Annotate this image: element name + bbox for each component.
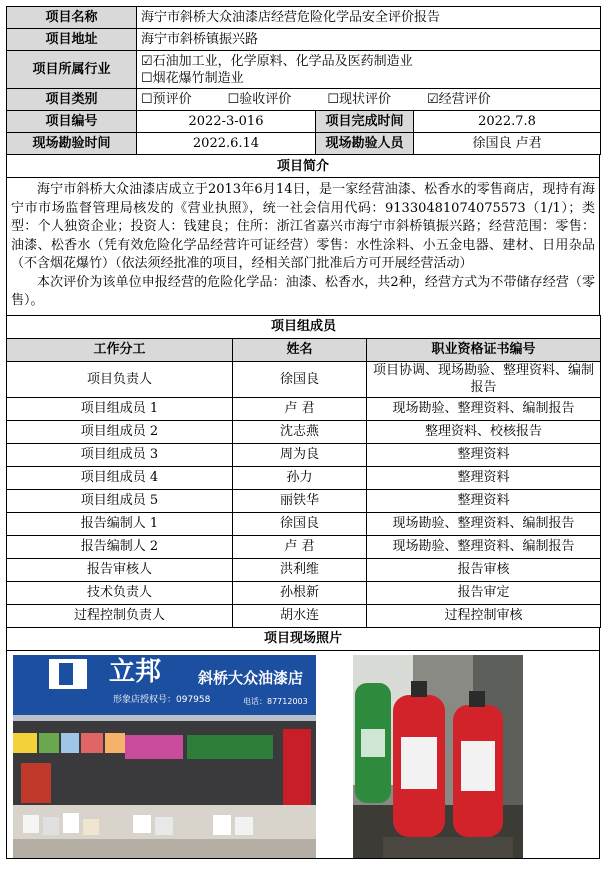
- paint-bucket: [63, 813, 79, 833]
- team-name: 徐国良: [233, 512, 367, 535]
- photos-cell: [7, 650, 600, 858]
- extinguisher-right-valve: [469, 691, 485, 707]
- team-duty: 现场勘验、整理资料、编制报告: [367, 512, 601, 535]
- team-duty: 报告审核: [367, 558, 601, 581]
- poster-green: [39, 733, 59, 753]
- poster-yellow: [13, 733, 37, 753]
- paint-bucket: [133, 815, 151, 833]
- project-name-label: 项目名称: [7, 7, 137, 29]
- team-name: 孙根新: [233, 581, 367, 604]
- project-info-table: [6, 6, 601, 155]
- team-role: 项目组成员 4: [7, 466, 233, 489]
- team-duty: 项目协调、现场勘验、整理资料、编制报告: [367, 361, 601, 397]
- extinguisher-left-label: [401, 737, 437, 789]
- team-name: 洪利维: [233, 558, 367, 581]
- team-duty: 报告审定: [367, 581, 601, 604]
- survey-time-value: 2022.6.14: [137, 133, 316, 155]
- type-option-acceptance[interactable]: ☐验收评价: [227, 92, 292, 107]
- surveyors-label: 现场勘验人员: [316, 133, 414, 155]
- intro-paragraph-1: 海宁市斜桥大众油漆店成立于2013年6月14日，是一家经营油漆、松香水的零售商店，现持有海宁市市场监督管理局核发的《营业执照》，统一社会信用代码：91330481074075573（1/1）；类型：个人独资企业；投资人：钱建良；住所：浙江省嘉兴市海宁市斜桥镇振兴路；经营范围：零售：油漆、松香水（凭有效危险化学品经营许可证经营）零售：水性涂料、小五金电器、建材、日用杂品（不含烟花爆竹）（依法须经批准的项目，经相关部门批准后方可开展经营活动）: [11, 182, 595, 271]
- floor-mat: [383, 837, 513, 858]
- team-role: 报告编制人 2: [7, 535, 233, 558]
- team-row: [7, 581, 601, 604]
- project-name-value: 海宁市斜桥大众油漆店经营危险化学品安全评价报告: [137, 7, 601, 29]
- team-duty: 过程控制审核: [367, 604, 601, 627]
- project-number-label: 项目编号: [7, 111, 137, 133]
- sign-store-text: 斜桥大众油漆店: [198, 668, 304, 687]
- team-name: 孙力: [233, 466, 367, 489]
- team-role: 过程控制负责人: [7, 604, 233, 627]
- team-row: [7, 512, 601, 535]
- extinguisher-illustration: [353, 655, 523, 858]
- shelf-lower: [13, 839, 316, 858]
- team-name: 周为良: [233, 443, 367, 466]
- sign-bottom-edge: [13, 715, 316, 721]
- team-row: [7, 489, 601, 512]
- team-name: 沈志燕: [233, 420, 367, 443]
- project-intro-table: [6, 154, 600, 316]
- team-duty: 现场勘验、整理资料、编制报告: [367, 397, 601, 420]
- team-row: [7, 558, 601, 581]
- banner-pink: [125, 735, 183, 759]
- storefront-photo: [13, 655, 316, 858]
- surveyors-value: 徐国良 卢君: [414, 133, 601, 155]
- team-header-role: 工作分工: [7, 338, 233, 361]
- paint-bucket: [23, 815, 39, 833]
- project-number-value: 2022-3-016: [137, 111, 316, 133]
- extinguisher-left-valve: [411, 681, 427, 697]
- team-row: [7, 535, 601, 558]
- team-role: 报告编制人 1: [7, 512, 233, 535]
- project-industry-value: [137, 51, 601, 89]
- green-cylinder-label: [361, 729, 385, 757]
- sign-phone-text: 电话：87712003: [243, 696, 308, 706]
- project-address-value: 海宁市斜桥镇振兴路: [137, 29, 601, 51]
- industry-option-fireworks[interactable]: ☐烟花爆竹制造业: [141, 70, 244, 86]
- report-sheet: [6, 6, 600, 859]
- team-title: 项目组成员: [7, 315, 601, 338]
- team-duty: 整理资料、校核报告: [367, 420, 601, 443]
- project-type-options: [137, 89, 601, 111]
- banner-green: [187, 735, 273, 759]
- door-poster: [21, 763, 51, 803]
- poster-red: [81, 733, 103, 753]
- project-type-label: 项目类别: [7, 89, 137, 111]
- paint-bucket: [155, 817, 173, 835]
- team-role: 技术负责人: [7, 581, 233, 604]
- team-role: 项目组成员 5: [7, 489, 233, 512]
- poster-orange: [105, 733, 125, 753]
- team-name: 徐国良: [233, 361, 367, 397]
- industry-option-petrochemical[interactable]: ☑石油加工业，化学原料、化学品及医药制造业: [141, 53, 413, 69]
- team-row: [7, 420, 601, 443]
- poster-blue: [61, 733, 79, 753]
- paint-bucket: [213, 815, 231, 835]
- intro-title: 项目简介: [7, 155, 600, 178]
- photos-title: 项目现场照片: [7, 627, 600, 650]
- type-option-pre-evaluation[interactable]: ☐预评价: [141, 92, 192, 107]
- type-option-status[interactable]: ☐现状评价: [327, 92, 391, 107]
- team-name: 丽铁华: [233, 489, 367, 512]
- team-duty: 整理资料: [367, 443, 601, 466]
- team-role: 项目组成员 1: [7, 397, 233, 420]
- type-option-operation[interactable]: ☑经营评价: [426, 92, 491, 107]
- team-row: [7, 466, 601, 489]
- paint-bucket: [43, 817, 59, 835]
- photos-table: [6, 627, 600, 859]
- extinguisher-photo: [353, 655, 523, 858]
- team-role: 项目负责人: [7, 361, 233, 397]
- paint-bucket: [83, 819, 99, 835]
- team-name: 卢 君: [233, 535, 367, 558]
- team-duty: 整理资料: [367, 489, 601, 512]
- survey-time-label: 现场勘验时间: [7, 133, 137, 155]
- intro-paragraph-2: 本次评价为该单位申报经营的危险化学品：油漆、松香水，共2种，经营方式为不带储存经营（零售）。: [11, 274, 595, 308]
- sign-authorization-text: 形象店授权号：097958: [113, 694, 211, 705]
- team-table: [6, 315, 601, 628]
- team-name: 卢 君: [233, 397, 367, 420]
- team-row: [7, 604, 601, 627]
- project-industry-label: 项目所属行业: [7, 51, 137, 89]
- intro-body: [7, 178, 600, 316]
- project-address-label: 项目地址: [7, 29, 137, 51]
- team-role: 报告审核人: [7, 558, 233, 581]
- team-header-name: 姓名: [233, 338, 367, 361]
- brand-logo-mark: [59, 663, 73, 685]
- team-row: [7, 361, 601, 397]
- paint-bucket: [235, 817, 253, 835]
- team-role: 项目组成员 3: [7, 443, 233, 466]
- team-duty: 现场勘验、整理资料、编制报告: [367, 535, 601, 558]
- sign-brand-text: 立邦: [109, 656, 162, 687]
- team-row: [7, 443, 601, 466]
- team-row: [7, 397, 601, 420]
- completion-time-value: 2022.7.8: [414, 111, 601, 133]
- team-duty: 整理资料: [367, 466, 601, 489]
- team-role: 项目组成员 2: [7, 420, 233, 443]
- team-name: 胡水连: [233, 604, 367, 627]
- completion-time-label: 项目完成时间: [316, 111, 414, 133]
- extinguisher-right-label: [461, 741, 495, 791]
- team-header-certificate: 职业资格证书编号: [367, 338, 601, 361]
